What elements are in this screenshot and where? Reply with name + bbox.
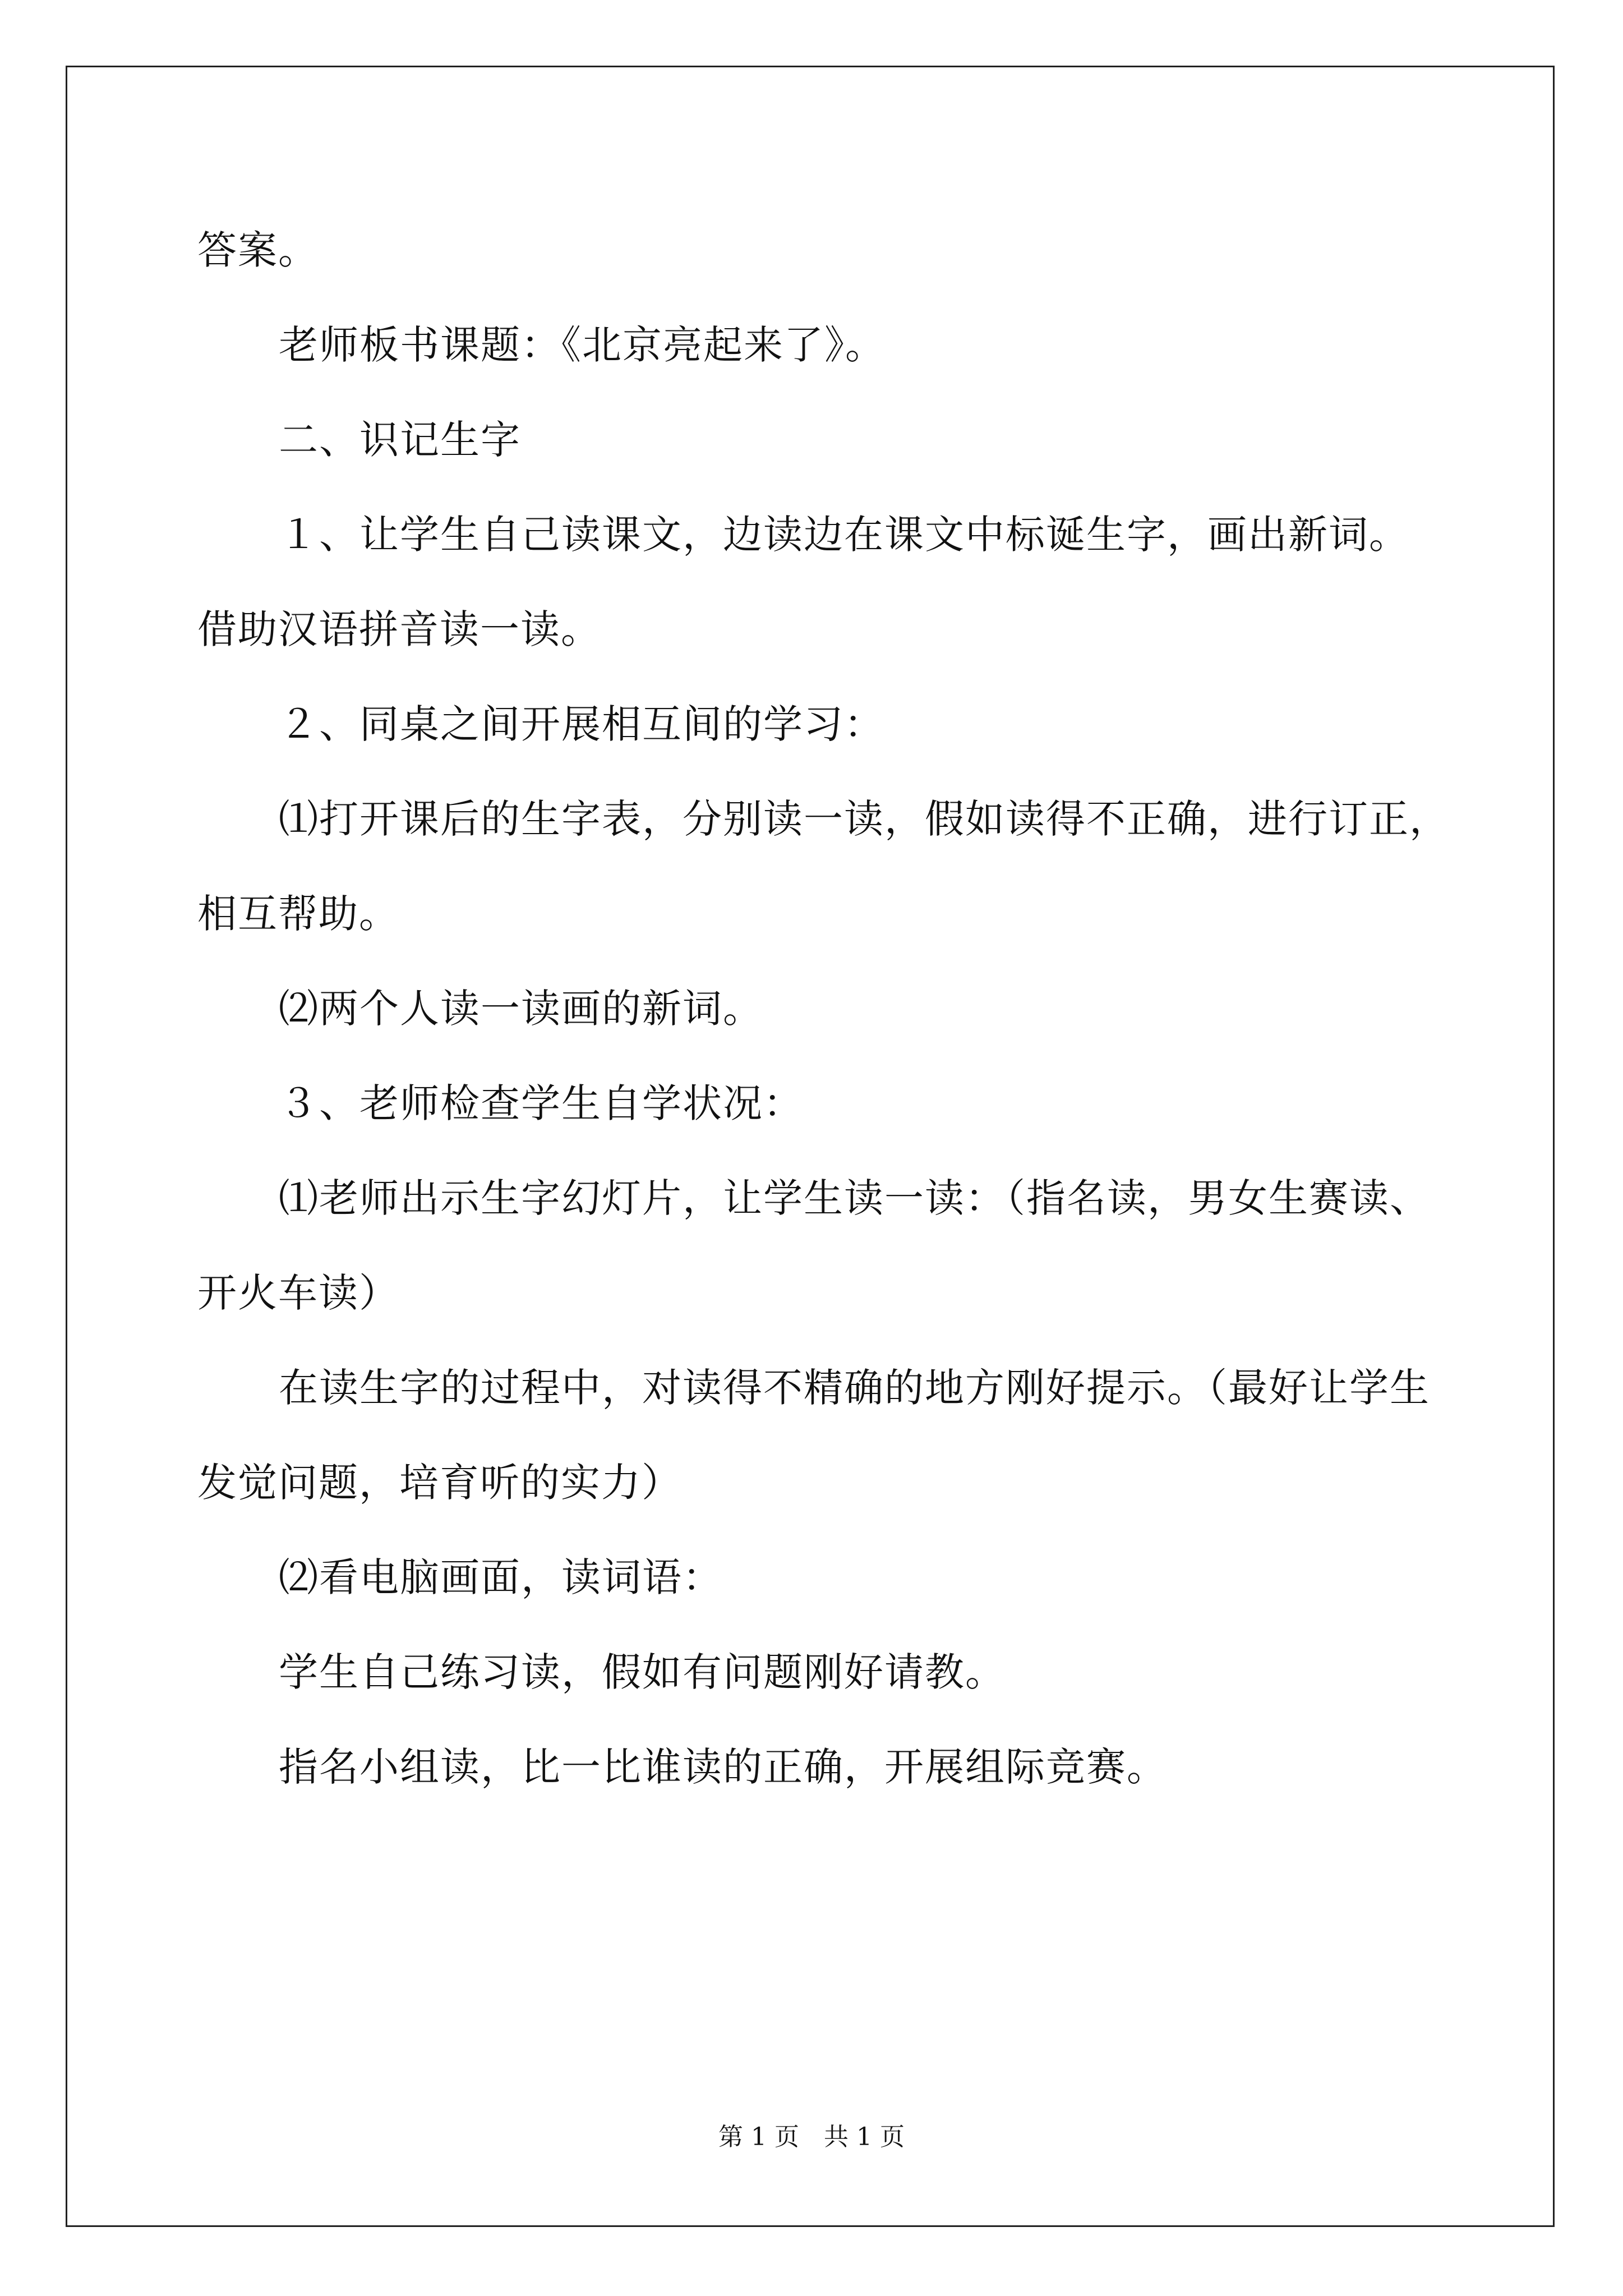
text-line: ⑵两个人读一读画的新词。 xyxy=(279,986,763,1032)
text-line: 学生自己练习读，假如有问题刚好请教。 xyxy=(279,1649,1006,1695)
text-line: 借助汉语拼音读一读。 xyxy=(197,606,601,652)
text-line: ２、同桌之间开展相互间的学习： xyxy=(279,701,884,747)
section-heading: 二、识记生字 xyxy=(279,417,521,463)
text-line: ⑴老师出示生字幻灯片，让学生读一读：（指名读，男女生赛读、 xyxy=(279,1175,1430,1221)
text-line: ⑴打开课后的生字表，分别读一读，假如读得不正确，进行订正， xyxy=(279,796,1450,842)
text-line: 老师板书课题：《北京亮起来了》。 xyxy=(279,322,886,368)
text-line: 相互帮助。 xyxy=(197,891,399,937)
text-line: 指名小组读，比一比谁读的正确，开展组际竞赛。 xyxy=(279,1744,1167,1790)
page-number: 第 1 页 共 1 页 xyxy=(718,2123,905,2151)
text-line: 在读生字的过程中，对读得不精确的地方刚好提示。（最好让学生 xyxy=(279,1365,1430,1411)
page-border xyxy=(66,66,1555,2227)
text-line: 开火车读） xyxy=(197,1270,399,1316)
text-line: １、让学生自己读课文，边读边在课文中标诞生字，画出新词。 xyxy=(279,512,1409,558)
text-line: 答案。 xyxy=(197,227,319,273)
text-line: ３、老师检查学生自学状况： xyxy=(279,1080,804,1126)
text-line: ⑵看电脑画面，读词语： xyxy=(279,1554,723,1600)
text-line: 发觉问题，培育听的实力） xyxy=(197,1460,682,1506)
